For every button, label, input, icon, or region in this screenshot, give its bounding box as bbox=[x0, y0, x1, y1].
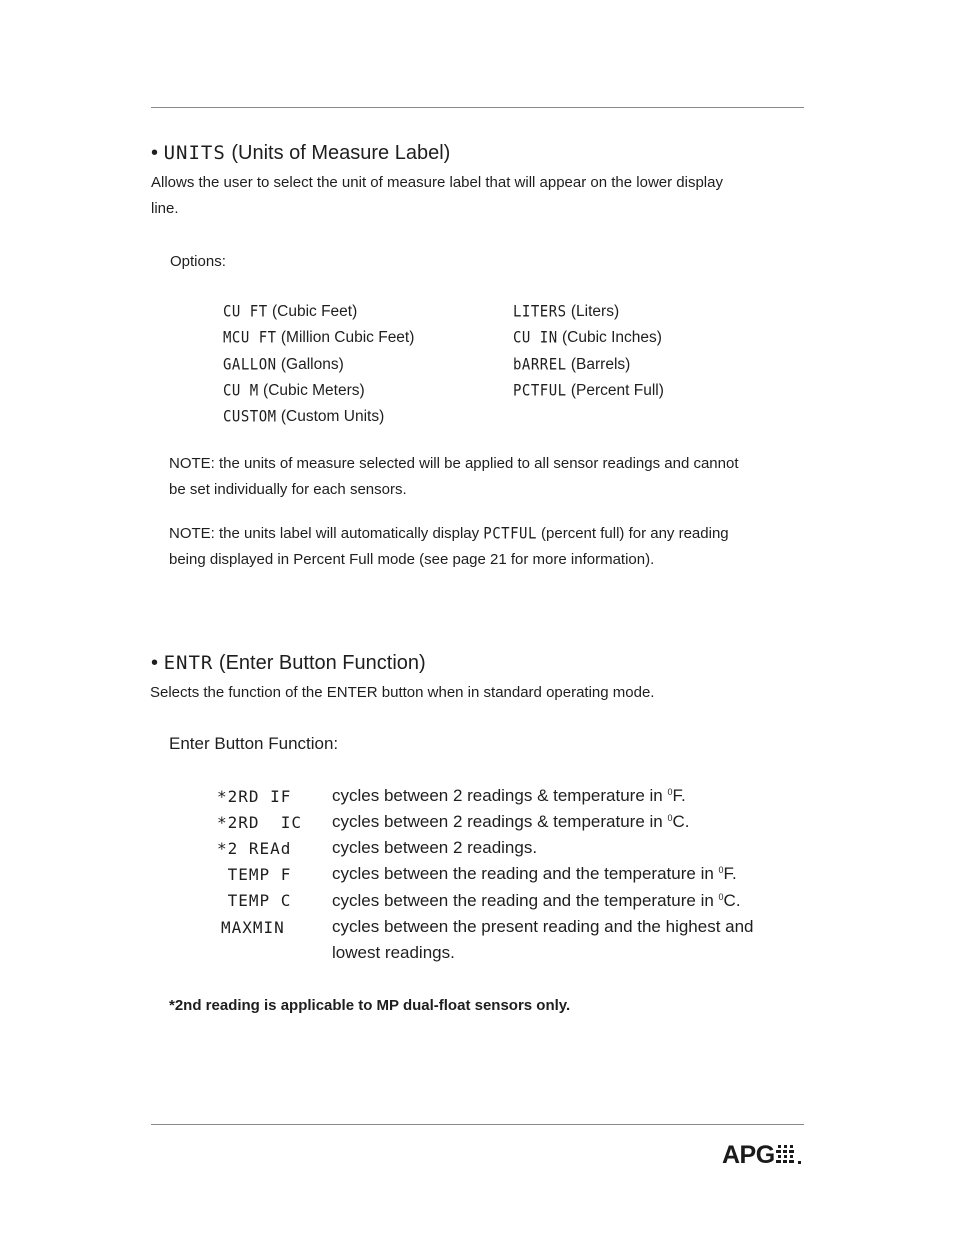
option-cu-m bbox=[223, 382, 365, 400]
option-desc: (Cubic Meters) bbox=[263, 382, 365, 399]
function-desc-text: cycles between the present reading and the highest and bbox=[332, 917, 754, 936]
units-heading bbox=[151, 142, 450, 165]
option-code: CU FT bbox=[223, 302, 268, 322]
function-desc-text: cycles between 2 readings. bbox=[332, 838, 538, 857]
function-desc bbox=[332, 864, 737, 884]
function-code: *2RD IC bbox=[217, 813, 303, 832]
function-desc-unit: C. bbox=[672, 812, 690, 831]
option-code: MCU FT bbox=[223, 328, 277, 348]
bullet: • bbox=[151, 142, 159, 164]
note2-line2: being displayed in Percent Full mode (see page 21 for more information). bbox=[169, 551, 655, 568]
option-desc: (Custom Units) bbox=[280, 408, 385, 425]
function-code: MAXMIN bbox=[221, 918, 285, 937]
entr-description: Selects the function of the ENTER button when in standard operating mode. bbox=[150, 684, 655, 701]
apg-logo bbox=[722, 1142, 804, 1168]
note2-pre: NOTE: the units label will automatically display bbox=[169, 525, 484, 542]
logo-grid-icon bbox=[776, 1144, 804, 1166]
function-desc-text: cycles between the reading and the temperature in bbox=[332, 891, 719, 910]
note2-post: (percent full) for any reading bbox=[536, 525, 729, 542]
option-cu-in bbox=[513, 329, 662, 347]
function-desc-unit: F. bbox=[723, 864, 737, 883]
option-code: CU M bbox=[223, 381, 259, 401]
note2-code: PCTFUL bbox=[483, 524, 537, 544]
option-code: GALLON bbox=[223, 355, 277, 375]
function-desc-unit: C. bbox=[723, 891, 741, 910]
entr-heading bbox=[151, 652, 426, 675]
entr-title: (Enter Button Function) bbox=[218, 652, 426, 674]
function-desc bbox=[332, 917, 754, 937]
function-code: TEMP C bbox=[217, 891, 292, 910]
units-description-line2: line. bbox=[151, 200, 179, 217]
option-custom bbox=[223, 408, 384, 426]
degree-sup: 0 bbox=[718, 892, 724, 902]
units-title: (Units of Measure Label) bbox=[231, 142, 451, 164]
function-desc-unit: F. bbox=[672, 786, 686, 805]
option-mcu-ft bbox=[223, 329, 414, 347]
function-code: *2 REAd bbox=[217, 839, 292, 858]
function-desc bbox=[332, 812, 689, 832]
option-code: PCTFUL bbox=[513, 381, 567, 401]
option-desc: (Liters) bbox=[570, 303, 620, 320]
function-desc-text: cycles between 2 readings & temperature in bbox=[332, 812, 668, 831]
function-code: *2RD IF bbox=[217, 787, 292, 806]
degree-sup: 0 bbox=[718, 865, 724, 875]
option-liters bbox=[513, 303, 619, 321]
option-code: CU IN bbox=[513, 328, 558, 348]
units-code: UNITS bbox=[163, 142, 226, 164]
option-desc: (Percent Full) bbox=[570, 382, 664, 399]
logo-text: APG bbox=[722, 1140, 775, 1169]
option-cu-ft bbox=[223, 303, 357, 321]
note1-line1: NOTE: the units of measure selected will be applied to all sensor readings and cannot bbox=[169, 455, 739, 472]
degree-sup: 0 bbox=[667, 787, 673, 797]
option-gallon bbox=[223, 356, 344, 374]
units-description-line1: Allows the user to select the unit of measure label that will appear on the lower display bbox=[151, 174, 723, 191]
option-desc: (Barrels) bbox=[570, 356, 631, 373]
option-desc: (Cubic Inches) bbox=[561, 329, 662, 346]
function-desc-continued: lowest readings. bbox=[332, 943, 455, 962]
function-code: TEMP F bbox=[217, 865, 292, 884]
function-desc bbox=[332, 786, 686, 806]
option-desc: (Million Cubic Feet) bbox=[280, 329, 415, 346]
function-desc-text: cycles between 2 readings & temperature in bbox=[332, 786, 668, 805]
option-code: bARREL bbox=[513, 355, 567, 375]
option-barrel bbox=[513, 356, 630, 374]
note1-line2: be set individually for each sensors. bbox=[169, 481, 407, 498]
option-desc: (Gallons) bbox=[280, 356, 344, 373]
option-code: LITERS bbox=[513, 302, 567, 322]
functions-label: Enter Button Function: bbox=[169, 734, 339, 753]
bullet: • bbox=[151, 652, 159, 674]
top-rule bbox=[151, 107, 804, 108]
degree-sup: 0 bbox=[667, 813, 673, 823]
function-desc bbox=[332, 838, 537, 858]
entr-code: ENTR bbox=[163, 652, 214, 674]
option-code: CUSTOM bbox=[223, 407, 277, 427]
footnote: *2nd reading is applicable to MP dual-float sensors only. bbox=[169, 997, 571, 1014]
options-label: Options: bbox=[170, 253, 226, 270]
option-desc: (Cubic Feet) bbox=[271, 303, 358, 320]
option-pctful bbox=[513, 382, 664, 400]
function-desc bbox=[332, 891, 741, 911]
function-desc-text: cycles between the reading and the temperature in bbox=[332, 864, 719, 883]
note2-line1 bbox=[169, 521, 729, 547]
bottom-rule bbox=[151, 1124, 804, 1125]
